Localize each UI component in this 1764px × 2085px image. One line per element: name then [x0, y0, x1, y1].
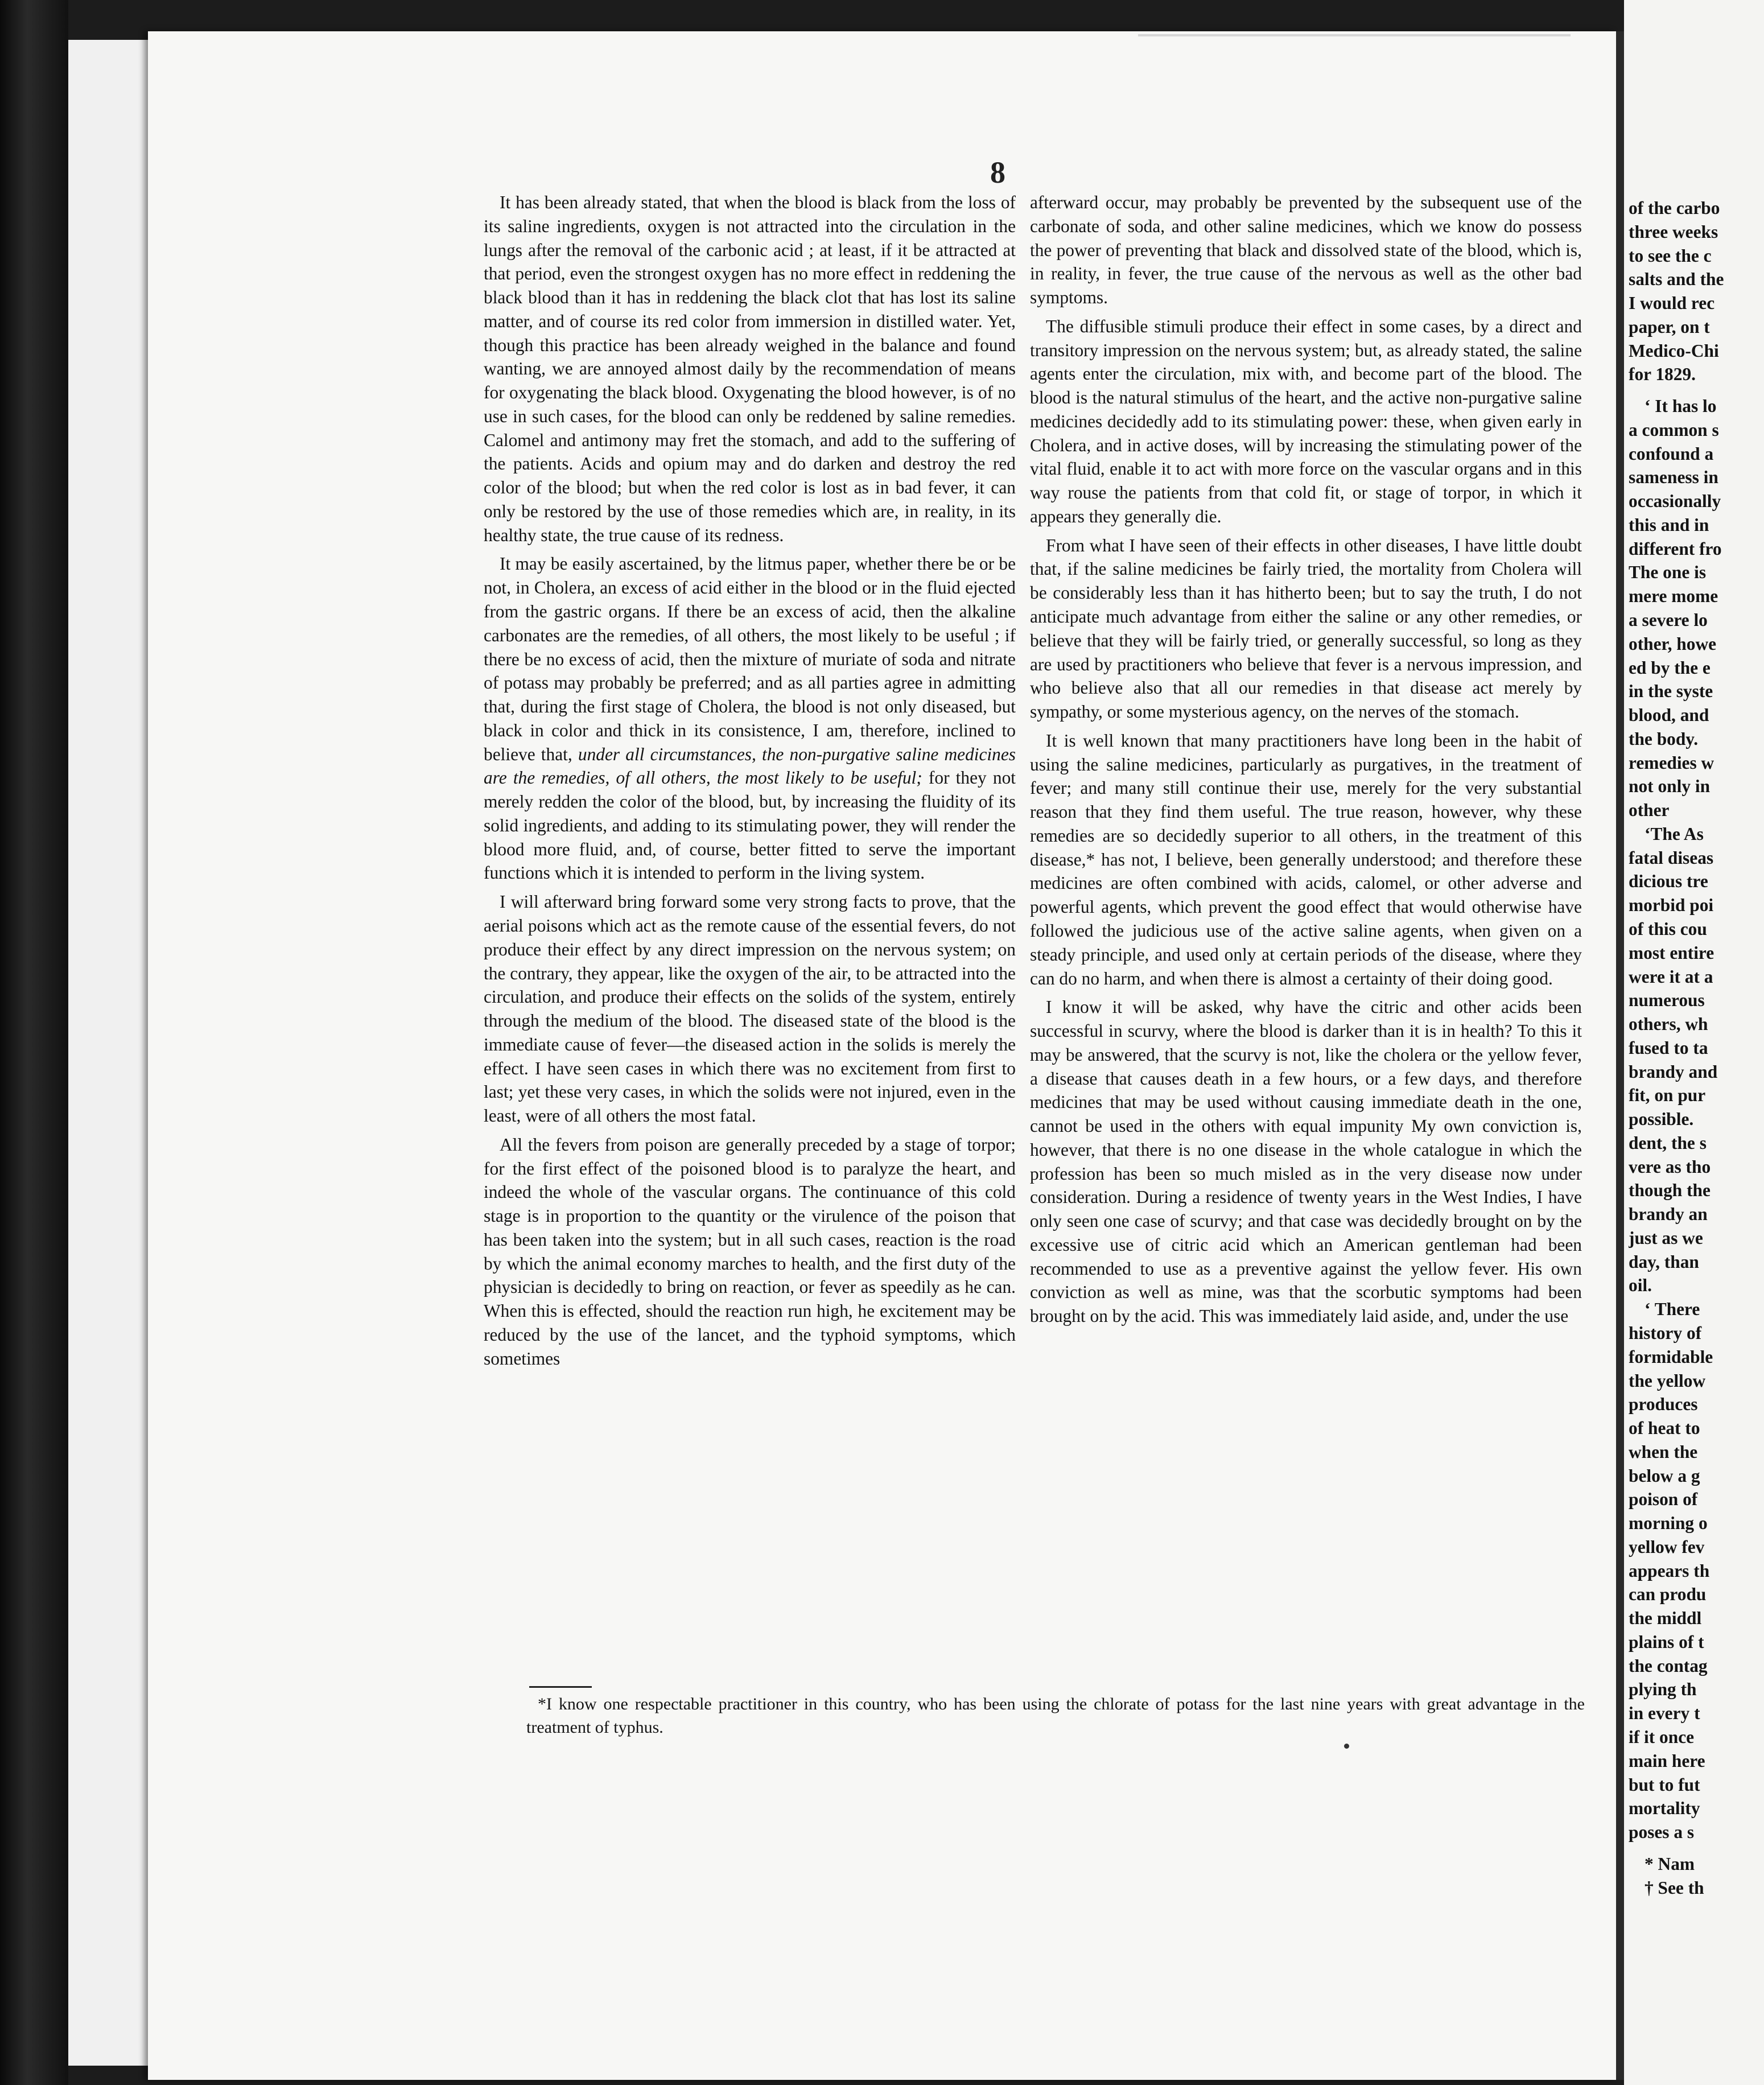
fragment-line: three weeks: [1629, 221, 1718, 242]
footnote-rule: [529, 1686, 592, 1688]
paragraph: All the fevers from poison are generally preceded by a stage of torpor; for the first effect of the poisoned blood is to paralyze the heart, and indeed the whole of the vascular organs. The continuance of this cold stage is in proportion to the quantity or the virulence of the poison that has been taken into the system; but in all such cases, reaction is the road by which the animal economy marches to health, and the first duty of the physician is decidedly to bring on reaction, or fever as speedily as he can. When this is effected, should the reaction run high, he excitement may be reduced by the use of the lancet, and the typhoid symptoms, which sometimes: [484, 1134, 1016, 1369]
page-number: 8: [990, 155, 1005, 189]
fragment-line: sameness in: [1629, 467, 1718, 488]
fragment-line: others, wh: [1629, 1014, 1708, 1035]
fragment-line: morning o: [1629, 1513, 1708, 1534]
fragment-line: † See th: [1645, 1877, 1704, 1898]
fragment-line: other, howe: [1629, 633, 1717, 654]
fragment-line: fatal diseas: [1629, 847, 1714, 868]
fragment-line: ‘ It has lo: [1645, 396, 1717, 417]
fragment-line: of heat to: [1629, 1418, 1700, 1439]
fragment-line: of this cou: [1629, 918, 1707, 939]
paragraph: It has been already stated, that when the blood is black from the loss of its saline ingredients, oxygen is not attracted into the circulation in the lungs after the removal of the carbonic acid ; at least, if it be attracted at that period, even the strongest oxygen has no more effect in reddening the black blood than it has in reddening the black clot that has lost its saline matter, and of course its red color from immersion in distilled water. Yet, though this practice has been already weighed in the balance and found wanting, we are annoyed almost daily by the recommendation of means for oxygenating the black blood. Oxygenating the blood however, is of no use in such cases, for the blood can only be reddened by saline remedies. Calomel and antimony may fret the stomach, and add to the suffering of the patients. Acids and opium may and do darken and destroy the red color of the blood; but when the red color is lost as in bad fever, it can only be restored by the use of those remedies which are, in reality, in its healthy state, the true cause of its redness.: [484, 192, 1016, 545]
scan-border: [0, 0, 68, 2085]
footnote: [526, 1693, 1585, 1739]
fragment-line: main here: [1629, 1750, 1705, 1771]
fragment-line: a common s: [1629, 419, 1719, 440]
page-top-edge: [1138, 34, 1571, 36]
fragment-line: poison of: [1629, 1489, 1698, 1510]
fragment-line: different fro: [1629, 538, 1722, 559]
page-gutter: [1616, 31, 1624, 2080]
paragraph: I will afterward bring forward some very strong facts to prove, that the aerial poisons which act as the remote cause of the essential fevers, do not produce their effect by any direct impression on the nervous system; on the contrary, they appear, like the oxygen of the air, to be attracted into the circulation, and produce their effects on the solids of the system, entirely through the medium of the blood. The diseased state of the blood is the immediate cause of fever—the diseased action in the solids is merely the effect. I have seen cases in which there was no excitement from first to last; yet these very cases, in which the solids were not injured, even in the least, were of all others the most fatal.: [484, 892, 1016, 1126]
fragment-line: poses a s: [1629, 1822, 1695, 1843]
fragment-line: the body.: [1629, 728, 1699, 749]
fragment-line: but to fut: [1629, 1774, 1700, 1795]
fragment-line: The one is: [1629, 562, 1707, 583]
fragment-line: mere mome: [1629, 586, 1718, 607]
fragment-line: not only in: [1629, 776, 1711, 797]
adjacent-page: [1624, 0, 1764, 2085]
fragment-line: below a g: [1629, 1465, 1700, 1486]
paragraph: afterward occur, may probably be prevented by the subsequent use of the carbonate of soda, and other saline medicines, which we know do possess the power of preventing that black and dissolved state of the blood, which is, in reality, in fever, the true cause of the nervous as well as the other bad symptoms.: [1030, 192, 1582, 308]
adjacent-page-column: [1629, 196, 1764, 1899]
fragment-line: fused to ta: [1629, 1037, 1708, 1058]
fragment-line: confound a: [1629, 443, 1714, 464]
fragment-line: ‘ There: [1645, 1299, 1700, 1320]
right-column: [1030, 191, 1582, 1333]
fragment-line: if it once: [1629, 1727, 1695, 1747]
fragment-line: formidable: [1629, 1346, 1713, 1367]
fragment-line: paper, on t: [1629, 316, 1710, 337]
fragment-line: day, than: [1629, 1251, 1699, 1272]
fragment-line: remedies w: [1629, 752, 1714, 773]
fragment-line: possible.: [1629, 1109, 1694, 1130]
fragment-line: blood, and: [1629, 705, 1709, 726]
fragment-line: mortality: [1629, 1798, 1700, 1819]
italic-emphasis: under all circumstances, the non-purgative saline medicines are the remedies, of all others, the most likely to be useful;: [484, 744, 1016, 788]
paragraph: I know it will be asked, why have the citric and other acids been successful in scurvy, where the blood is darker than it is in health? To this it may be answered, that the scurvy is not, like the cholera or the yellow fever, a disease that causes death in a few hours, or a few days, and therefore medicines that may be used without causing immediate death in the one, cannot be used in the others with equal impunity My own conviction is, however, that there is no one disease in the whole catalogue in which the profession has been so much misled as in the very disease now under consideration. During a residence of twenty years in the West Indies, I have only seen one case of scurvy; and that case was decidedly brought on by the excessive use of citric acid which an American gentleman had been recommended to use as a preventive against the yellow fever. His own conviction as well as mine, was that the scorbutic symptoms had been brought on by the acid. This was immediately laid aside, and, under the use: [1030, 997, 1582, 1326]
fragment-line: * Nam: [1645, 1853, 1695, 1874]
left-column: [484, 191, 1016, 1376]
fragment-line: though the: [1629, 1180, 1711, 1201]
fragment-line: plains of t: [1629, 1631, 1704, 1652]
fragment-line: yellow fev: [1629, 1536, 1705, 1557]
fragment-line: dicious tre: [1629, 871, 1708, 892]
ink-speck: [1344, 1744, 1349, 1749]
fragment-line: ed by the e: [1629, 657, 1711, 678]
fragment-line: in every t: [1629, 1703, 1700, 1724]
fragment-line: the contag: [1629, 1655, 1708, 1676]
fragment-line: can produ: [1629, 1584, 1707, 1605]
fragment-line: brandy an: [1629, 1204, 1708, 1225]
fragment-line: Medico-Chi: [1629, 340, 1719, 361]
fragment-line: produces: [1629, 1394, 1698, 1415]
fragment-line: other: [1629, 800, 1670, 821]
fragment-line: just as we: [1629, 1227, 1703, 1248]
fragment-line: a severe lo: [1629, 610, 1708, 631]
fragment-line: occasionally: [1629, 491, 1721, 512]
fragment-line: numerous: [1629, 990, 1705, 1011]
paragraph: [484, 552, 1016, 885]
fragment-line: were it at a: [1629, 966, 1713, 987]
paragraph: The diffusible stimuli produce their effect in some cases, by a direct and transitory impression on the nervous system; but, as already stated, the saline agents enter the circulation, mix with, and become part of the blood. The blood is the natural stimulus of the heart, and the active non-purgative saline medicines decidedly add to its stimulating power: these, when given early in Cholera, and in active doses, will by increasing the stimulating power of the vital fluid, enable it to act with more force on the vascular organs and in this way rouse the patients from that cold fit, or stage of torpor, in which it appears they generally die.: [1030, 316, 1582, 526]
fragment-line: this and in: [1629, 514, 1709, 535]
paragraph-text: It may be easily ascertained, by the litmus paper, whether there be or be not, in Cholera, an excess of acid either in the blood or in the fluid ejected from the gastric organs. If there be an excess of acid, then the alkaline carbonates are the remedies, of all others, the most likely to be useful ; if there be no excess of acid, then the mixture of muriate of soda and nitrate of potass may probably be preferred; and as all parties agree in admitting that, during the first stage of Cholera, the blood is not only diseased, but black in color and thick in its consistence, I am, therefore, inclined to believe that,: [484, 554, 1016, 764]
fragment-line: morbid poi: [1629, 895, 1714, 916]
fragment-line: oil.: [1629, 1275, 1652, 1296]
fragment-gap: [1629, 1844, 1764, 1852]
paragraph: It is well known that many practitioners have long been in the habit of using the saline medicines, particularly as purgatives, in the treatment of fever; and many still continue their use, merely for the very substantial reason that they find them useful. The true reason, however, why these remedies are so decidedly superior to all others, in the treatment of this disease,* has not, I believe, been generally understood; and therefore these medicines are often combined with acids, calomel, or other adverse and powerful agents, which prevent the good effect that would otherwise have followed the judicious use of the active saline agents, when given on a steady principle, and used only at certain periods of the disease, where they can do no harm, and when there is almost a certainty of their doing good.: [1030, 730, 1582, 988]
fragment-line: when the: [1629, 1441, 1698, 1462]
fragment-line: dent, the s: [1629, 1132, 1707, 1153]
fragment-line: most entire: [1629, 942, 1714, 963]
fragment-line: brandy and: [1629, 1061, 1718, 1082]
fragment-line: vere as tho: [1629, 1156, 1711, 1177]
paragraph: From what I have seen of their effects in other diseases, I have little doubt that, if the saline medicines be fairly tried, the mortality from Cholera will be considerably less than it has hitherto been; but to say the truth, I do not anticipate much advantage from either the saline or any other remedies, or believe that they will be fairly tried, or generally successful, so long as they are used by practitioners who believe that fever is a nervous impression, and who believe also that all our remedies in that disease act merely by sympathy, or some mysterious agency, on the nerves of the stomach.: [1030, 535, 1582, 722]
fragment-line: appears th: [1629, 1560, 1710, 1581]
fragment-line: I would rec: [1629, 293, 1715, 314]
fragment-line: to see the c: [1629, 245, 1712, 266]
fragment-line: fit, on pur: [1629, 1085, 1706, 1106]
fragment-line: in the syste: [1629, 681, 1713, 702]
paragraph-text: for they not merely redden the color of the blood, but, by increasing the fluidity of its solid ingredients, and adding to its stimulating power, they will render the blood more fluid, and, of course, better fitted to serve the important functions which it is intended to perform in the living system.: [484, 768, 1016, 883]
fragment-line: for 1829.: [1629, 364, 1696, 385]
fragment-line: ‘The As: [1645, 823, 1704, 844]
fragment-line: of the carbo: [1629, 198, 1720, 218]
fragment-line: salts and the: [1629, 269, 1724, 290]
footnote-text: *I know one respectable practitioner in this country, who has been using the chlorate of potass for the last nine years with great advantage in the treatment of typhus.: [526, 1695, 1585, 1737]
fragment-line: the yellow: [1629, 1370, 1706, 1391]
fragment-line: plying th: [1629, 1679, 1697, 1700]
fragment-line: the middl: [1629, 1608, 1702, 1629]
fragment-gap: [1629, 386, 1764, 394]
fragment-line: history of: [1629, 1322, 1702, 1343]
